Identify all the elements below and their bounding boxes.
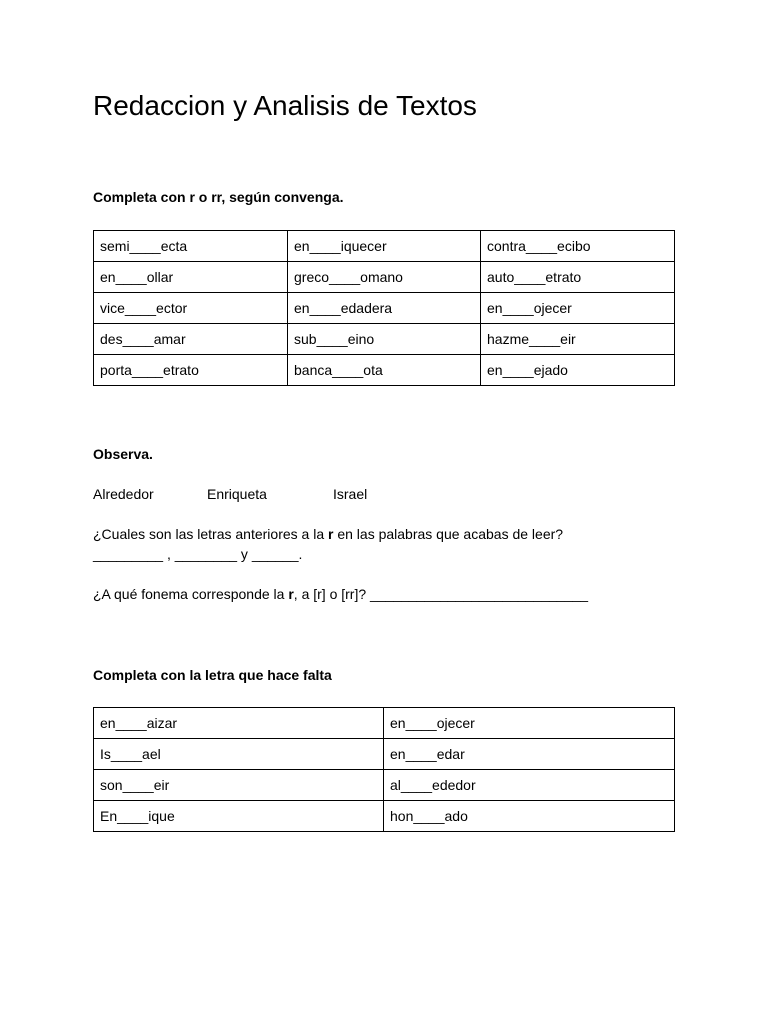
table-cell: en____ojecer — [481, 293, 675, 324]
table-cell: En____ique — [94, 801, 384, 832]
question-text: en las palabras que acabas de leer? — [333, 526, 564, 542]
section2-heading: Observa. — [93, 446, 153, 462]
table-row — [94, 355, 675, 386]
table-cell: des____amar — [94, 324, 288, 355]
table-row — [94, 708, 675, 739]
table-cell: auto____etrato — [481, 262, 675, 293]
observe-word: Alrededor — [93, 486, 154, 502]
section3-heading: Completa con la letra que hace falta — [93, 667, 332, 683]
observe-word: Enriqueta — [207, 486, 267, 502]
table-cell: contra____ecibo — [481, 231, 675, 262]
table-cell: hon____ado — [384, 801, 675, 832]
table-row — [94, 293, 675, 324]
question-text: ¿Cuales son las letras anteriores a la — [93, 526, 328, 542]
observe-word-list — [93, 486, 367, 502]
page-title: Redaccion y Analisis de Textos — [93, 90, 477, 121]
table-cell: Is____ael — [94, 739, 384, 770]
table-cell: en____ollar — [94, 262, 288, 293]
question-text: ¿A qué fonema corresponde la — [93, 586, 289, 602]
table-cell: semi____ecta — [94, 231, 288, 262]
table-cell: en____aizar — [94, 708, 384, 739]
question-text: , a [r] o [rr]? ____________________________ — [293, 586, 589, 602]
observe-word: Israel — [333, 486, 368, 502]
table-cell: al____ededor — [384, 770, 675, 801]
table-cell: sub____eino — [288, 324, 481, 355]
question-2 — [93, 586, 588, 602]
table-cell: banca____ota — [288, 355, 481, 386]
table-cell: en____edar — [384, 739, 675, 770]
table-cell: greco____omano — [288, 262, 481, 293]
table-row — [94, 231, 675, 262]
question-emphasis: r — [328, 526, 334, 542]
section1-heading: Completa con r o rr, según convenga. — [93, 189, 344, 205]
table-cell: son____eir — [94, 770, 384, 801]
table-row — [94, 262, 675, 293]
table-cell: hazme____eir — [481, 324, 675, 355]
table-row — [94, 739, 675, 770]
question-1 — [93, 526, 563, 542]
table-cell: en____iquecer — [288, 231, 481, 262]
rr-exercise-table — [93, 230, 675, 386]
table-cell: porta____etrato — [94, 355, 288, 386]
table-cell: en____edadera — [288, 293, 481, 324]
table-cell: en____ejado — [481, 355, 675, 386]
table-row — [94, 770, 675, 801]
table-cell: en____ojecer — [384, 708, 675, 739]
table-row — [94, 324, 675, 355]
table-row — [94, 801, 675, 832]
table-cell: vice____ector — [94, 293, 288, 324]
question-1-blanks: _________ , ________ y ______. — [93, 546, 303, 562]
question-emphasis: r — [288, 586, 294, 602]
missing-letter-table — [93, 707, 675, 832]
